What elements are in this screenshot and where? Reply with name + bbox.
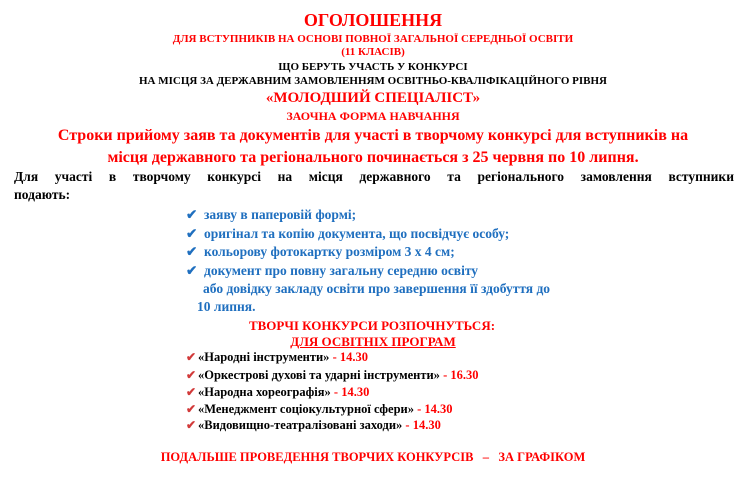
program-name: «Народна хореографія» bbox=[198, 385, 331, 399]
program-dash: - bbox=[329, 350, 340, 364]
program-item bbox=[186, 418, 441, 433]
header-line-4: НА МІСЦЯ ЗА ДЕРЖАВНИМ ЗАМОВЛЕННЯМ ОСВІТНЬО-КВАЛІФІКАЦІЙНОГО РІВНЯ bbox=[139, 75, 607, 87]
document-item bbox=[186, 244, 455, 260]
document-item-text: заяву в паперовій формі; bbox=[204, 207, 357, 222]
program-name: «Оркестрові духові та ударні інструменти» bbox=[198, 368, 440, 382]
check-icon: ✔ bbox=[186, 402, 197, 416]
program-dash: - bbox=[330, 385, 342, 399]
check-icon: ✔ bbox=[186, 418, 197, 432]
program-time: 14.30 bbox=[412, 418, 441, 432]
qualification-level: «МОЛОДШИЙ СПЕЦІАЛІСТ» bbox=[265, 90, 481, 106]
program-time: 14.30 bbox=[424, 402, 453, 416]
document-item-text: документ про повну загальну середню освіту bbox=[204, 263, 479, 278]
check-icon: ✔ bbox=[186, 263, 198, 278]
program-time: 16.30 bbox=[450, 368, 479, 382]
document-item bbox=[186, 207, 356, 223]
check-icon: ✔ bbox=[186, 350, 197, 364]
contests-heading-text: ТВОРЧІ КОНКУРСИ РОЗПОЧНУТЬСЯ: bbox=[248, 318, 496, 333]
document-item bbox=[186, 226, 509, 242]
check-icon: ✔ bbox=[186, 244, 198, 259]
document-item bbox=[186, 263, 478, 279]
program-dash: - bbox=[413, 402, 425, 416]
header-line-3: ЩО БЕРУТЬ УЧАСТЬ У КОНКУРСІ bbox=[278, 61, 468, 73]
program-time: 14.30 bbox=[341, 385, 370, 399]
program-item bbox=[186, 402, 453, 417]
announcement-title: ОГОЛОШЕННЯ bbox=[303, 10, 443, 30]
program-dash: - bbox=[439, 368, 451, 382]
study-form: ЗАОЧНА ФОРМА НАВЧАННЯ bbox=[286, 109, 460, 123]
program-name: «Народні інструменти» bbox=[198, 350, 330, 364]
program-item bbox=[186, 385, 369, 400]
program-name: «Видовищно-театралізовані заходи» bbox=[198, 418, 403, 432]
program-name: «Менеджмент соціокультурної сфери» bbox=[198, 402, 414, 416]
intro-line-1: Для участі в творчому конкурсі на місця державного та регіонального замовлення вступники bbox=[14, 169, 734, 184]
footer-note: ПОДАЛЬШЕ ПРОВЕДЕННЯ ТВОРЧИХ КОНКУРСІВ – ЗА ГРАФІКОМ bbox=[160, 450, 586, 464]
check-icon: ✔ bbox=[186, 226, 198, 241]
contests-heading bbox=[0, 318, 746, 334]
programs-heading bbox=[0, 334, 746, 350]
programs-heading-text: ДЛЯ ОСВІТНІХ ПРОГРАМ bbox=[290, 334, 456, 349]
deadline-line-1: Строки прийому заяв та документів для участі в творчому конкурсі для вступників на bbox=[57, 127, 689, 144]
document-item-text: кольорову фотокартку розміром 3 х 4 см; bbox=[204, 244, 455, 259]
program-item bbox=[186, 368, 478, 383]
program-item bbox=[186, 350, 368, 365]
deadline-line-2: місця державного та регіонального починається з 25 червня по 10 липня. bbox=[107, 149, 639, 166]
program-dash: - bbox=[402, 418, 413, 432]
document-item-text: оригінал та копію документа, що посвідчує особу; bbox=[204, 226, 510, 241]
header-line-1: ДЛЯ ВСТУПНИКІВ НА ОСНОВІ ПОВНОЇ ЗАГАЛЬНОЇ СЕРЕДНЬОЇ ОСВІТИ bbox=[172, 33, 574, 45]
document-item-continuation: 10 липня. bbox=[197, 299, 256, 314]
check-icon: ✔ bbox=[186, 385, 197, 399]
program-time: 14.30 bbox=[339, 350, 368, 364]
header-line-2: (11 КЛАСІВ) bbox=[341, 46, 405, 58]
intro-line-2: подають: bbox=[14, 187, 71, 202]
check-icon: ✔ bbox=[186, 207, 198, 222]
document-item-continuation: або довідку закладу освіти про завершення її здобуття до bbox=[203, 281, 551, 296]
check-icon: ✔ bbox=[186, 368, 197, 382]
